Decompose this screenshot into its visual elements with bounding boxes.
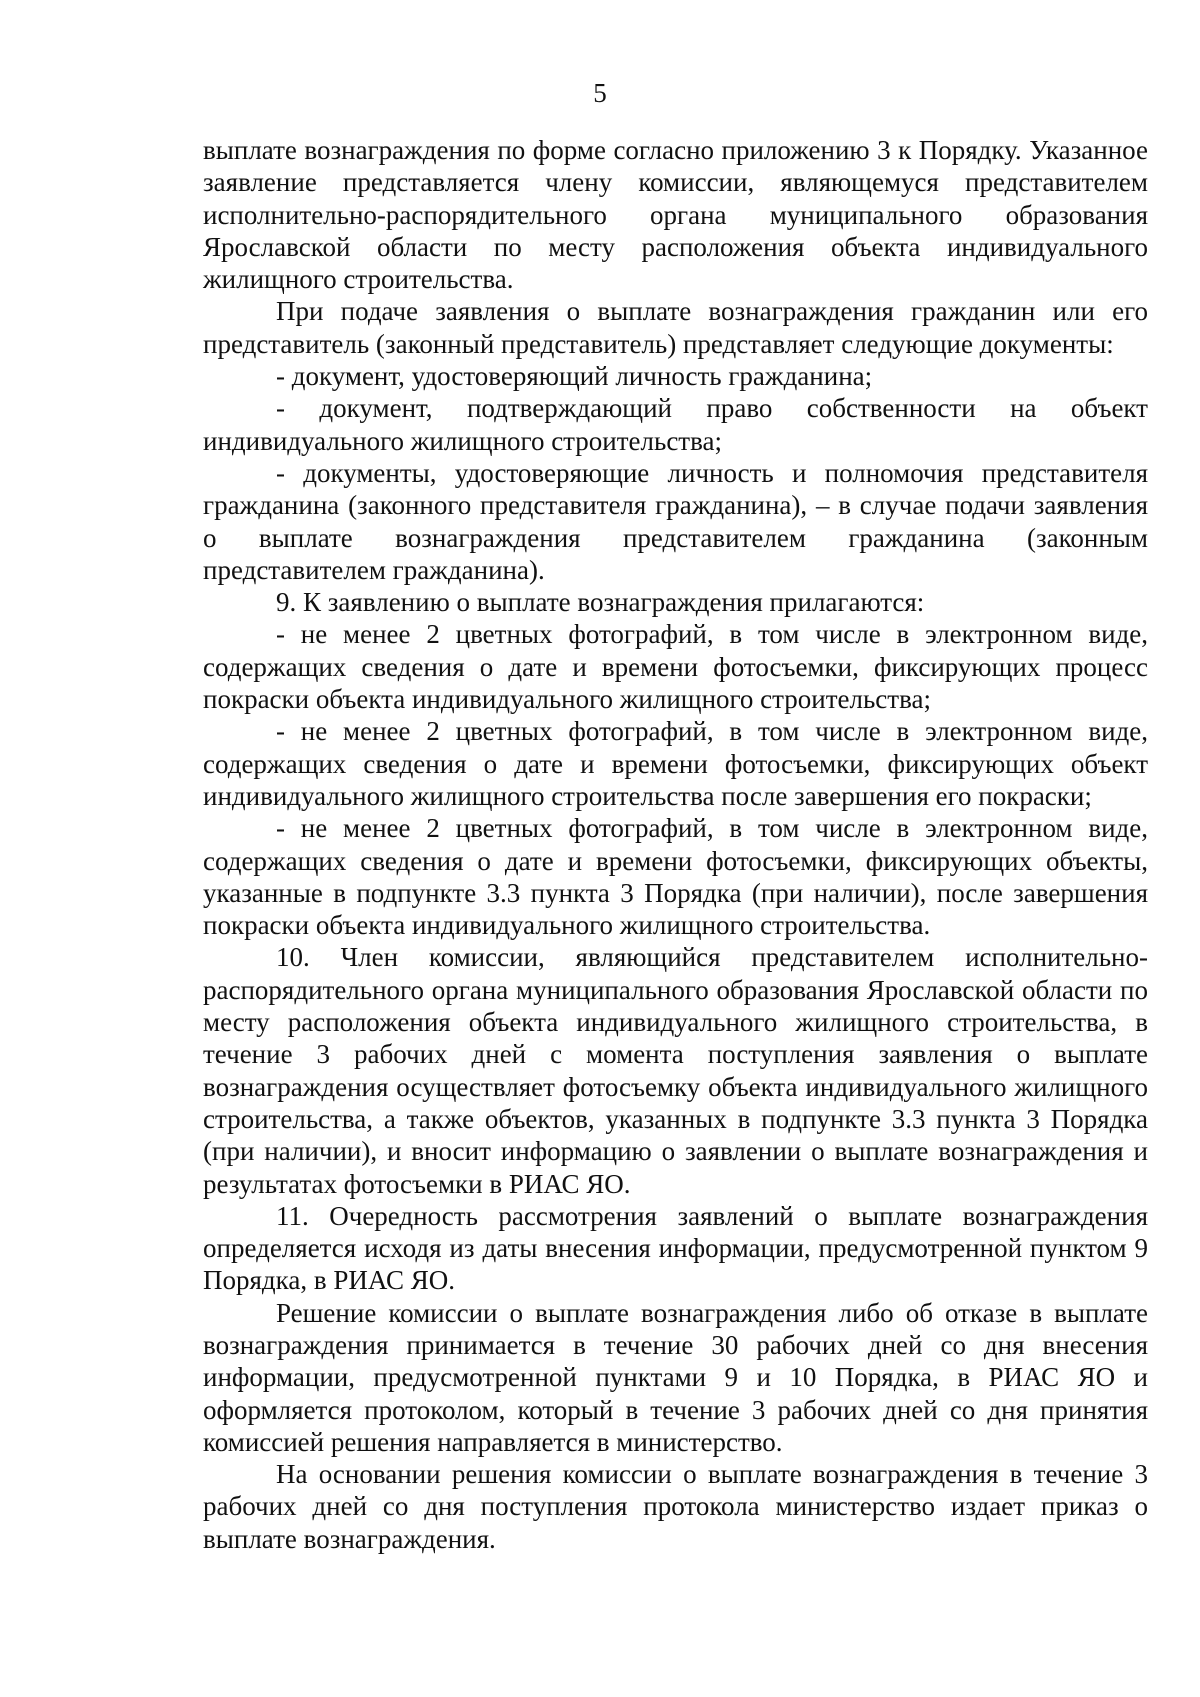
list-item-photos-process: - не менее 2 цветных фотографий, в том числе в электронном виде, содержащих сведения о дате и времени фотосъемки, фиксирующих процесс покраски объекта индивидуального жилищного строительства; <box>203 619 1148 715</box>
list-item-ownership-document: - документ, подтверждающий право собственности на объект индивидуального жилищного строительства; <box>203 393 1148 456</box>
paragraph-item-9: 9. К заявлению о выплате вознаграждения прилагаются: <box>276 587 925 618</box>
paragraph-item-10: 10. Член комиссии, являющийся представителем исполнительно-распорядительного органа муниципального образования Ярославской области по месту расположения объекта индивидуального жилищного строительства, в течение 3 рабочих дней с момента поступления заявления о выплате вознаграждения осуществляет фотосъемку объекта индивидуального жилищного строительства, а также объектов, указанных в подпункте 3.3 пункта 3 Порядка (при наличии), и вносит информацию о заявлении о выплате вознаграждения и результатах фотосъемки в РИАС ЯО. <box>203 942 1148 1199</box>
page-number: 5 <box>593 78 607 108</box>
document-body <box>203 134 1148 1555</box>
list-item-identity-document: - документ, удостоверяющий личность гражданина; <box>276 361 873 392</box>
list-item-representative-documents: - документы, удостоверяющие личность и полномочия представителя гражданина (законного представителя гражданина), – в случае подачи заявления о выплате вознаграждения представителем гражданина (законным представителем гражданина). <box>203 457 1148 585</box>
paragraph-order: На основании решения комиссии о выплате вознаграждения в течение 3 рабочих дней со дня поступления протокола министерство издает приказ о выплате вознаграждения. <box>203 1459 1148 1554</box>
paragraph-continuation: выплате вознаграждения по форме согласно приложению 3 к Порядку. Указанное заявление представляется члену комиссии, являющемуся представителем исполнительно-распорядительного органа муниципального образования Ярославской области по месту расположения объекта индивидуального жилищного строительства. <box>203 135 1148 295</box>
paragraph-decision: Решение комиссии о выплате вознаграждения либо об отказе в выплате вознаграждения принимается в течение 30 рабочих дней со дня внесения информации, предусмотренной пунктами 9 и 10 Порядка, в РИАС ЯО и оформляется протоколом, который в течение 3 рабочих дней со дня принятия комиссией решения направляется в министерство. <box>203 1297 1148 1457</box>
list-item-photos-after: - не менее 2 цветных фотографий, в том числе в электронном виде, содержащих сведения о дате и времени фотосъемки, фиксирующих объект индивидуального жилищного строительства после завершения его покраски; <box>203 716 1148 811</box>
paragraph-documents-list-intro: При подаче заявления о выплате вознаграждения гражданин или его представитель (законный представитель) представляет следующие документы: <box>203 296 1148 359</box>
list-item-photos-objects: - не менее 2 цветных фотографий, в том числе в электронном виде, содержащих сведения о дате и времени фотосъемки, фиксирующих объекты, указанные в подпункте 3.3 пункта 3 Порядка (при наличии), после завершения покраски объекта индивидуального жилищного строительства. <box>203 813 1148 941</box>
paragraph-item-11: 11. Очередность рассмотрения заявлений о выплате вознаграждения определяется исходя из даты внесения информации, предусмотренной пунктом 9 Порядка, в РИАС ЯО. <box>203 1200 1148 1296</box>
